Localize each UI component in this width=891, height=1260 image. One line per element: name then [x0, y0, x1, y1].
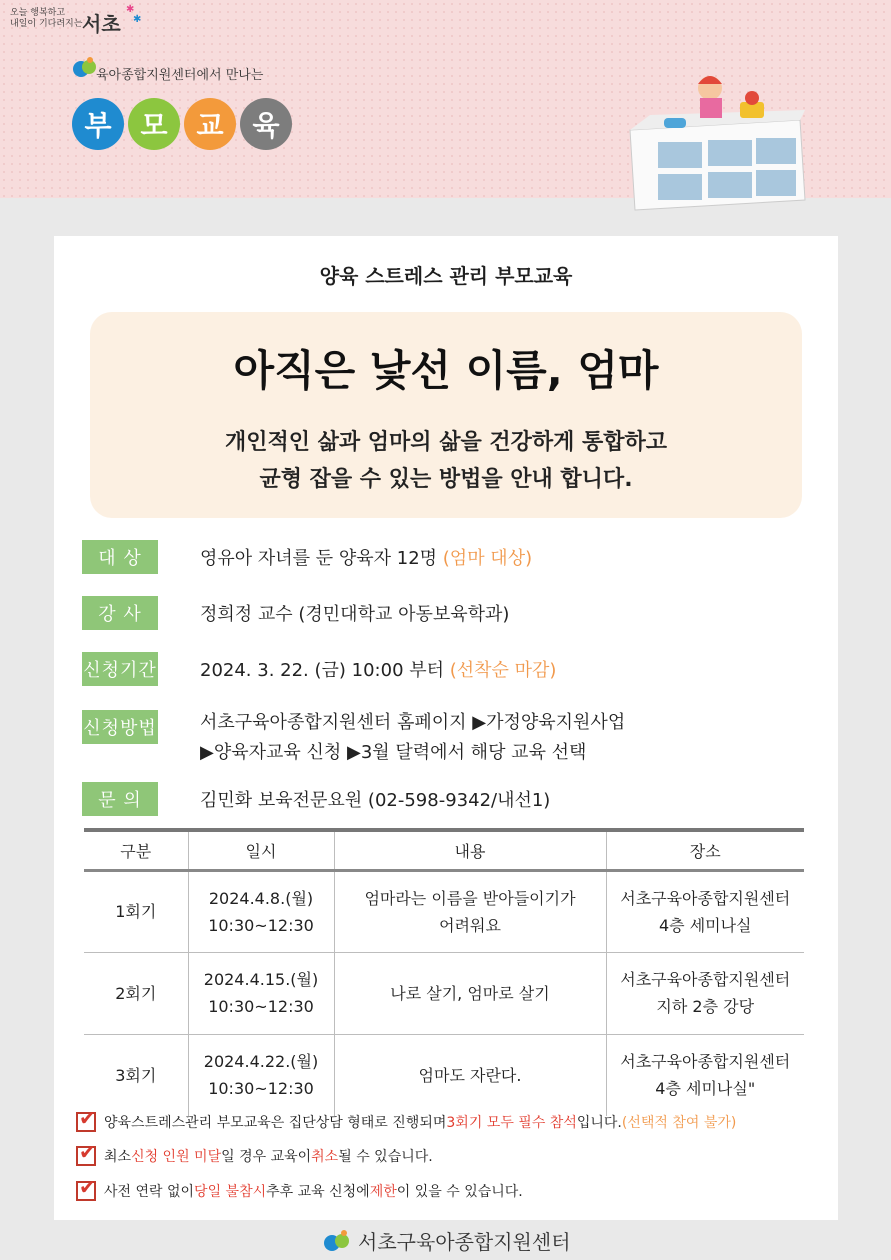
value-text: 2024. 3. 22. (금) 10:00 부터 — [200, 660, 450, 681]
event-description — [90, 424, 802, 498]
place-text: 서초구육아종합지원센터 — [620, 888, 791, 908]
circle-char: 육 — [240, 98, 292, 150]
content-text: 나로 살기, 엄마로 살기 — [390, 983, 550, 1003]
place-cell — [606, 952, 804, 1034]
notice-highlight: 당일 불참시 — [194, 1184, 267, 1200]
info-value — [200, 544, 820, 574]
table-row — [84, 1034, 804, 1116]
checkbox-checked-icon — [76, 1181, 96, 1201]
tagline: 육아종합지원센터에서 만나는 — [96, 68, 264, 83]
info-value: 김민화 보육전문요원 (02-598-9342/내선1) — [200, 790, 551, 811]
notice-text: 추후 교육 신청에 — [266, 1184, 370, 1200]
notice-highlight: 취소 — [311, 1149, 339, 1165]
content-cell — [334, 870, 606, 952]
schedule-table — [84, 828, 804, 1116]
notice-item — [76, 1181, 523, 1201]
info-value — [200, 656, 820, 686]
event-subtitle: 양육 스트레스 관리 부모교육 — [319, 264, 573, 288]
value-line: 서초구육아종합지원센터 홈페이지 ▶가정양육지원사업 — [200, 712, 626, 733]
column-header: 장소 — [606, 830, 804, 870]
time-text: 10:30~12:30 — [208, 1079, 314, 1099]
description-line: 개인적인 삶과 엄마의 삶을 건강하게 통합하고 — [224, 430, 668, 455]
info-label: 강 사 — [82, 596, 158, 630]
notice-text: 사전 연락 없이 — [104, 1184, 195, 1200]
column-header: 내용 — [334, 830, 606, 870]
sparkle-icon: ✱ — [126, 4, 135, 15]
place-text: 4층 세미나실 — [658, 915, 752, 935]
notice-item — [76, 1146, 433, 1166]
session-cell: 1회기 — [84, 870, 188, 952]
circle-char: 모 — [128, 98, 180, 150]
notice-item — [76, 1112, 736, 1132]
footer-org-name: 서초구육아종합지원센터 — [358, 1230, 571, 1254]
table-row — [84, 870, 804, 952]
center-logo-icon — [322, 1229, 358, 1253]
footer — [322, 1226, 571, 1255]
table-header-row — [84, 830, 804, 870]
circle-char: 부 — [72, 98, 124, 150]
date-text: 2024.4.8.(월) — [208, 888, 314, 908]
column-header: 일시 — [188, 830, 334, 870]
place-cell — [606, 1034, 804, 1116]
time-text: 10:30~12:30 — [208, 915, 314, 935]
content-cell — [334, 952, 606, 1034]
value-accent: (엄마 대상) — [442, 548, 533, 569]
content-card — [54, 236, 838, 1220]
time-text: 10:30~12:30 — [208, 997, 314, 1016]
content-text: 엄마라는 이름을 받아들이기가 — [364, 888, 576, 908]
place-text: 서초구육아종합지원센터 — [620, 970, 791, 989]
info-label: 문 의 — [82, 782, 158, 816]
notice-highlight: 3회기 모두 필수 참석 — [446, 1115, 577, 1131]
hero-box — [90, 312, 802, 518]
session-cell: 3회기 — [115, 1065, 157, 1085]
value-line: ▶양육자교육 신청 ▶3월 달력에서 해당 교육 선택 — [200, 742, 587, 763]
slogan-brand: 서초 — [82, 12, 121, 36]
notice-text: 최소 — [104, 1149, 132, 1165]
circle-char: 교 — [184, 98, 236, 150]
notice-text: 입니다. — [576, 1115, 622, 1131]
content-text: 어려워요 — [439, 915, 501, 935]
place-cell — [606, 870, 804, 952]
notice-highlight: 제한 — [369, 1184, 397, 1200]
description-line: 균형 잡을 수 있는 방법을 안내 합니다. — [259, 467, 633, 492]
notice-text: 일 경우 교육이 — [221, 1149, 312, 1165]
datetime-cell — [188, 1034, 334, 1116]
table-row — [84, 952, 804, 1034]
info-label: 신청방법 — [82, 710, 158, 744]
value-text: 영유아 자녀를 둔 양육자 12명 — [200, 548, 443, 569]
slogan-line-1: 오늘 행복하고 — [10, 8, 66, 18]
info-label: 대 상 — [82, 540, 158, 574]
datetime-cell — [188, 870, 334, 952]
notice-highlight: 신청 인원 미달 — [131, 1149, 222, 1165]
datetime-cell — [188, 952, 334, 1034]
event-title: 아직은 낯선 이름, 엄마 — [233, 346, 659, 395]
info-label: 신청기간 — [82, 652, 158, 686]
place-text: 4층 세미나실" — [655, 1079, 756, 1099]
place-text: 지하 2층 강당 — [656, 997, 755, 1016]
slogan-line-2: 내일이 기다려지는 — [10, 19, 83, 29]
checkbox-checked-icon — [76, 1112, 96, 1132]
notice-accent: (선택적 참여 불가) — [621, 1115, 737, 1131]
content-text: 엄마도 자란다. — [418, 1065, 522, 1085]
notice-text: 이 있을 수 있습니다. — [396, 1184, 523, 1200]
sparkle-icon: ✱ — [133, 14, 142, 25]
date-text: 2024.4.22.(월) — [203, 1052, 319, 1072]
notice-text: 될 수 있습니다. — [338, 1149, 433, 1165]
session-cell: 2회기 — [84, 952, 188, 1034]
center-logo-icon — [72, 56, 98, 80]
slogan — [10, 8, 82, 30]
place-text: 서초구육아종합지원센터 — [620, 1052, 791, 1072]
info-value — [200, 708, 820, 768]
content-cell — [334, 1034, 606, 1116]
value-accent: (선착순 마감) — [449, 660, 557, 681]
info-value: 정희정 교수 (경민대학교 아동보육학과) — [200, 604, 510, 625]
title-circles — [72, 98, 292, 150]
toy-shelf-illustration — [620, 70, 810, 220]
checkbox-checked-icon — [76, 1146, 96, 1166]
column-header: 구분 — [84, 830, 188, 870]
notice-text: 양육스트레스관리 부모교육은 집단상담 형태로 진행되며 — [104, 1115, 447, 1131]
date-text: 2024.4.15.(월) — [203, 970, 319, 989]
